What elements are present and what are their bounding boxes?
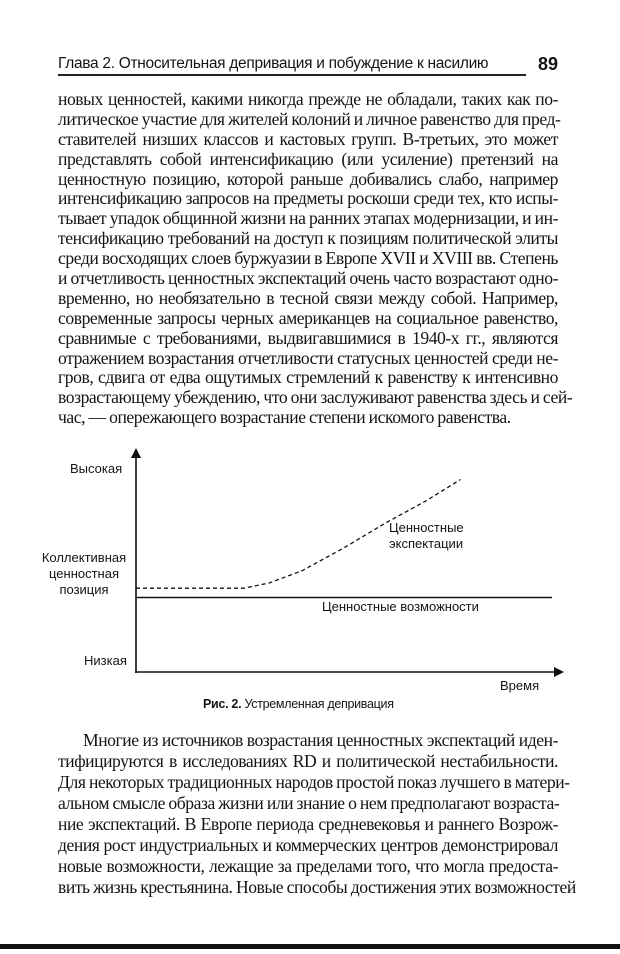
text-line: сравнимые с требованиями, выдвигавшимися в 1940-х гг., являются xyxy=(58,327,558,348)
text-line: гров, сдвига от едва ощутимых стремлений к равенству к интенсивно xyxy=(58,367,558,388)
page-number: 89 xyxy=(538,54,559,74)
caption-text: Устремленная депривация xyxy=(244,697,394,711)
y-label-mid-line3: позиция xyxy=(59,582,109,597)
series-label-capabilities: Ценностные возможности xyxy=(322,599,479,614)
text-line: новые возможности, лежащие за пределами того, что могла предоста- xyxy=(58,856,558,876)
series-label-expectations-line2: экспектации xyxy=(389,536,464,551)
y-label-mid xyxy=(38,550,130,598)
text-line: ние экспектаций. В Европе периода средневековья и раннего Возрож- xyxy=(58,814,558,834)
text-line: отражением возрастания отчетливости статусных ценностей среди не- xyxy=(58,347,558,368)
text-line: представлять собой интенсификацию (или усиление) претензий на xyxy=(58,148,558,169)
series-label-expectations-line1: Ценностные xyxy=(389,520,464,535)
text-line: тифицируются в исследованиях RD и политической нестабильности. xyxy=(58,751,558,771)
y-label-mid-line1: Коллективная xyxy=(41,550,127,565)
text-line: тенсификацию требований на доступ к позициям политической элиты xyxy=(58,228,558,249)
bottom-rule xyxy=(0,944,620,949)
text-line: новых ценностей, какими никогда прежде не обладали, таких как по- xyxy=(58,89,558,109)
paragraph-2 xyxy=(58,730,576,898)
text-line: вить жизнь крестьянина. Новые способы достижения этих возможностей xyxy=(58,877,576,897)
running-title: Глава 2. Относительная депривация и побуждение к насилию xyxy=(58,55,489,72)
text-line: ценностную позицию, которой раньше добивались слабо, например xyxy=(58,168,558,189)
y-label-high: Высокая xyxy=(70,461,123,476)
text-line: ставителей низших классов и кастовых групп. В-третьих, это может xyxy=(58,128,558,149)
text-line: дения рост индустриальных и коммерческих центров демонстрировал xyxy=(58,835,558,855)
text-line: среди восходящих слоев буржуазии в Европе XVII и XVIII вв. Степень xyxy=(58,248,558,269)
text-line: Для некоторых традиционных народов простой показ лучшего в матери- xyxy=(58,772,570,792)
text-line: тывает упадок общинной жизни на ранних этапах модернизации, и ин- xyxy=(58,208,558,229)
text-line: и отчетливость ценностных экспектаций очень часто возрастают одно- xyxy=(58,268,558,289)
text-line: возрастающему убеждению, что они заслуживают равенства здесь и сей- xyxy=(58,387,573,408)
text-line: час, — опережающего возрастание степени искомого равенства. xyxy=(58,407,511,428)
caption-label: Рис. 2. xyxy=(203,697,242,711)
y-label-mid-line2: ценностная xyxy=(48,566,120,581)
series-label-expectations xyxy=(389,520,464,552)
text-line: современные запросы черных американцев на социальное равенство, xyxy=(58,307,558,328)
text-line: альном смысле образа жизни или знание о нем предполагают возраста- xyxy=(58,793,560,813)
x-axis-label: Время xyxy=(500,678,540,693)
text-line: временно, но необязательно в тесной связи между собой. Например, xyxy=(58,287,558,308)
y-label-low: Низкая xyxy=(84,653,127,668)
text-line: Многие из источников возрастания ценностных экспектаций иден- xyxy=(83,730,558,750)
text-line: литическое участие для жителей колоний и личное равенство для пред- xyxy=(58,108,561,129)
text-line: интенсификацию запросов на предметы роскоши среди тех, кто испы- xyxy=(58,188,558,209)
figure-caption xyxy=(203,697,394,711)
